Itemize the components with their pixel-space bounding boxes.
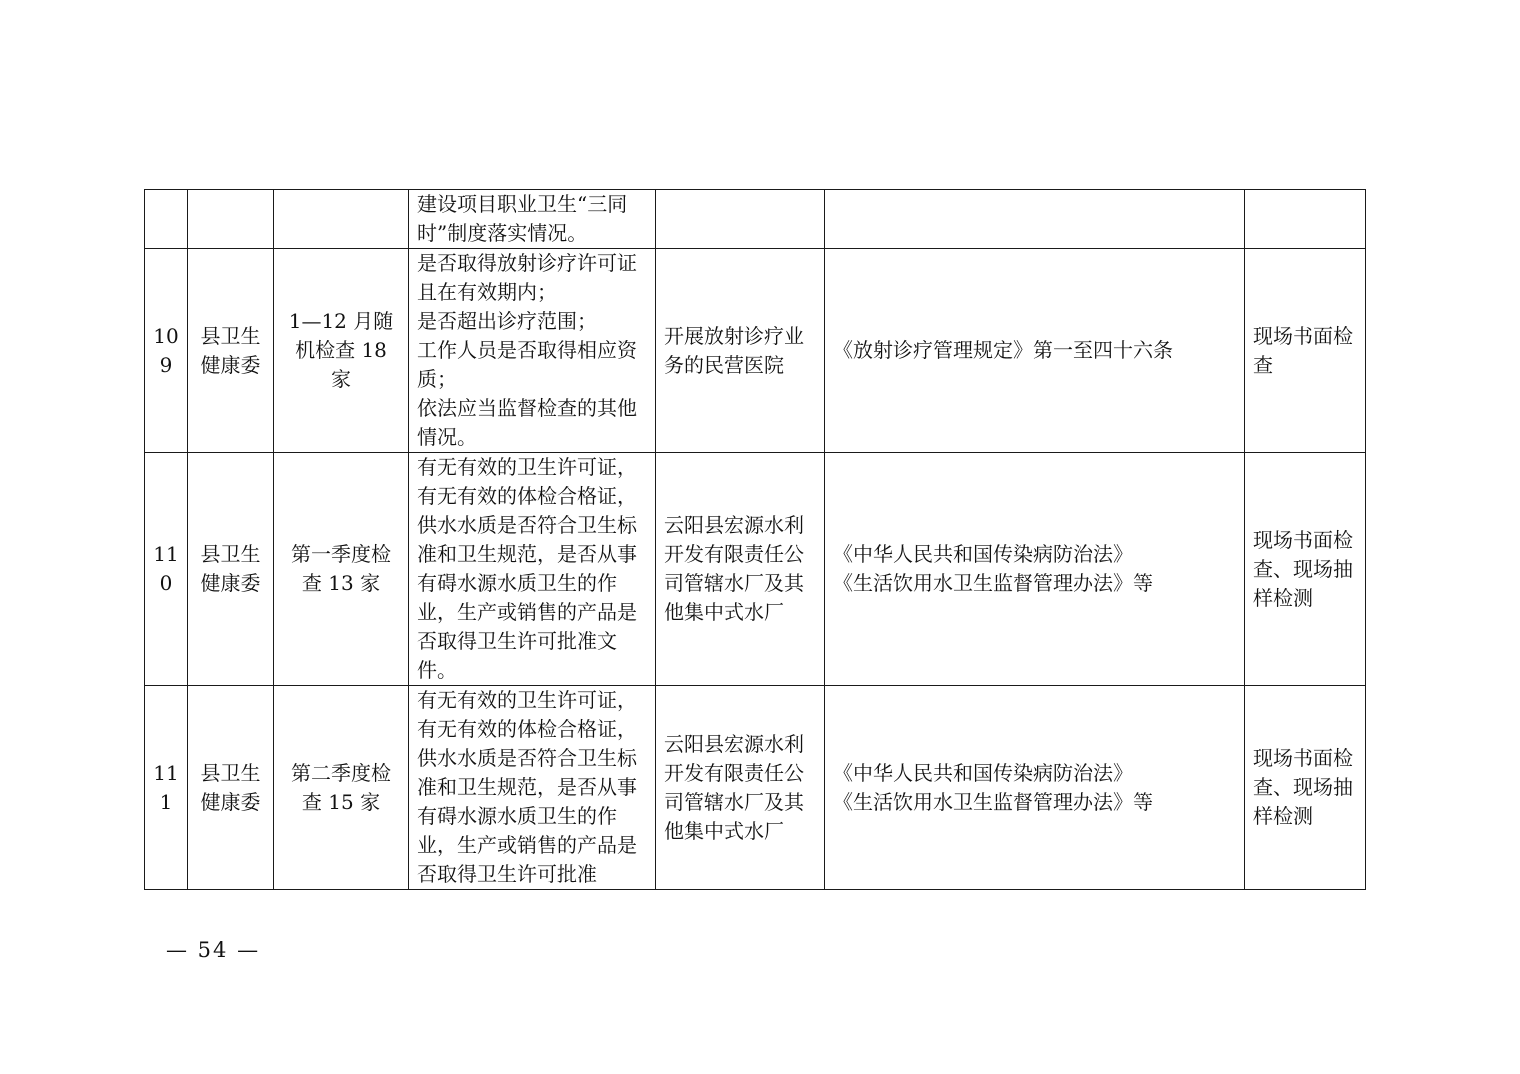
table-row <box>145 249 1366 453</box>
inspection-content-cell: 有无有效的卫生许可证，有无有效的体检合格证，供水水质是否符合卫生标准和卫生规范，是否从事有碍水源水质卫生的作业，生产或销售的产品是否取得卫生许可批准文件。 <box>409 453 656 686</box>
legal-basis-cell: 《放射诊疗管理规定》第一至四十六条 <box>825 249 1245 453</box>
inspection-object-cell <box>656 190 825 249</box>
inspection-content-cell: 建设项目职业卫生“三同时”制度落实情况。 <box>409 190 656 249</box>
inspection-object-cell: 云阳县宏源水利开发有限责任公司管辖水厂及其他集中式水厂 <box>656 453 825 686</box>
inspection-method-cell: 现场书面检查、现场抽样检测 <box>1245 686 1366 890</box>
schedule-cell <box>274 190 409 249</box>
table-row <box>145 190 1366 249</box>
row-number-cell <box>145 190 188 249</box>
schedule-cell: 第二季度检查 15 家 <box>274 686 409 890</box>
row-number-cell: 111 <box>145 686 188 890</box>
row-number-cell: 110 <box>145 453 188 686</box>
inspection-content-cell: 有无有效的卫生许可证，有无有效的体检合格证，供水水质是否符合卫生标准和卫生规范，是否从事有碍水源水质卫生的作业，生产或销售的产品是否取得卫生许可批准 <box>409 686 656 890</box>
legal-basis-cell: 《中华人民共和国传染病防治法》 《生活饮用水卫生监督管理办法》等 <box>825 453 1245 686</box>
schedule-cell: 1—12 月随机检查 18 家 <box>274 249 409 453</box>
row-number-cell: 109 <box>145 249 188 453</box>
inspection-object-cell: 开展放射诊疗业务的民营医院 <box>656 249 825 453</box>
inspection-method-cell: 现场书面检查 <box>1245 249 1366 453</box>
legal-basis-cell: 《中华人民共和国传染病防治法》 《生活饮用水卫生监督管理办法》等 <box>825 686 1245 890</box>
schedule-cell: 第一季度检查 13 家 <box>274 453 409 686</box>
inspection-table <box>144 189 1366 890</box>
department-cell <box>188 190 274 249</box>
inspection-method-cell: 现场书面检查、现场抽样检测 <box>1245 453 1366 686</box>
table-row <box>145 686 1366 890</box>
table-row <box>145 453 1366 686</box>
inspection-content-cell: 是否取得放射诊疗许可证且在有效期内； 是否超出诊疗范围； 工作人员是否取得相应资质； 依法应当监督检查的其他情况。 <box>409 249 656 453</box>
department-cell: 县卫生健康委 <box>188 249 274 453</box>
department-cell: 县卫生健康委 <box>188 453 274 686</box>
legal-basis-cell <box>825 190 1245 249</box>
page-number: — 54 — <box>166 938 261 962</box>
inspection-method-cell <box>1245 190 1366 249</box>
department-cell: 县卫生健康委 <box>188 686 274 890</box>
inspection-object-cell: 云阳县宏源水利开发有限责任公司管辖水厂及其他集中式水厂 <box>656 686 825 890</box>
